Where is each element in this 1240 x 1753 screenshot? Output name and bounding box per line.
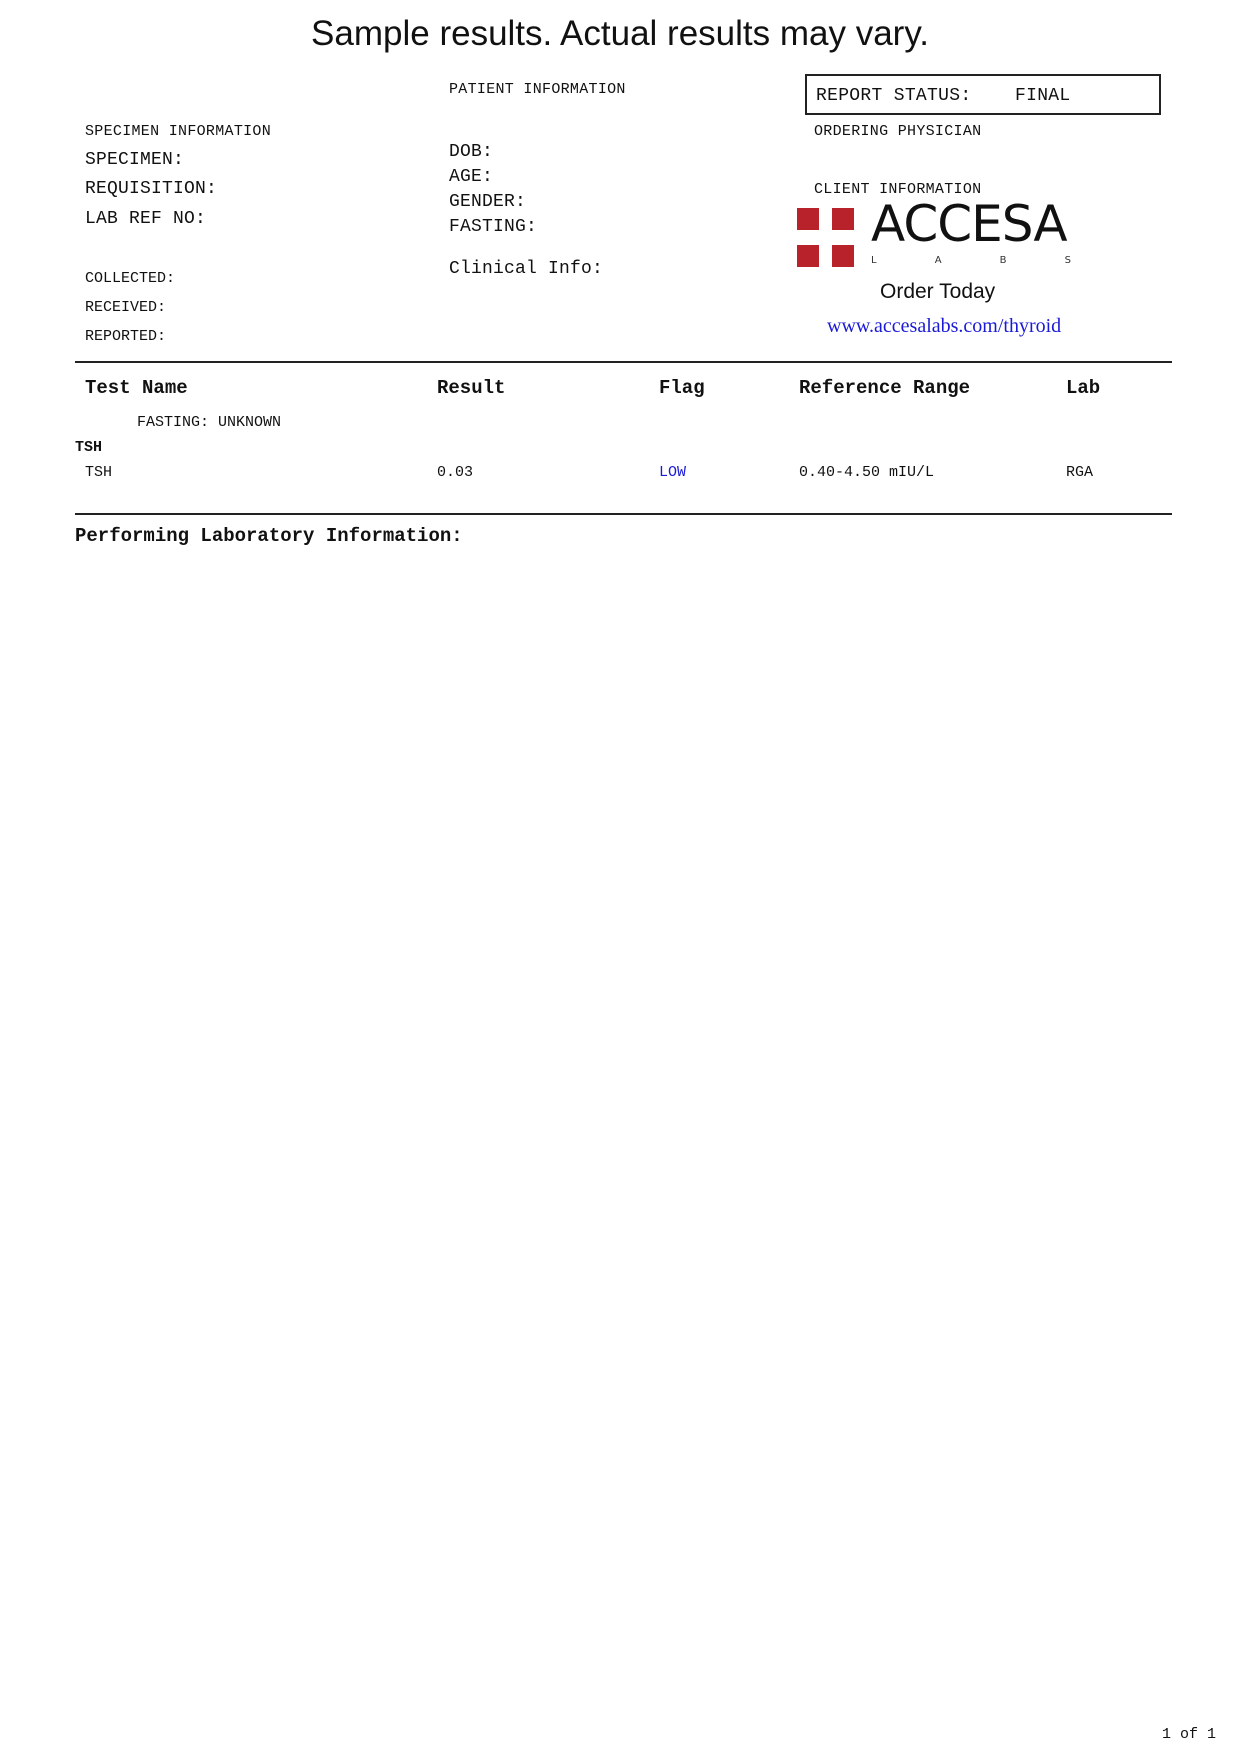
test-group-heading: TSH (75, 439, 103, 456)
gender-label: GENDER: (449, 192, 527, 212)
results-divider (75, 513, 1172, 515)
performing-lab-heading: Performing Laboratory Information: (75, 525, 463, 547)
header-divider (75, 361, 1172, 363)
report-status-value: FINAL (1015, 86, 1071, 106)
column-header-test-name: Test Name (85, 377, 188, 399)
logo-sub-letter: B (999, 255, 1007, 266)
ordering-physician-title: ORDERING PHYSICIAN (814, 123, 982, 140)
fasting-note: FASTING: UNKNOWN (137, 414, 282, 431)
cell-test-name: TSH (85, 464, 113, 481)
logo-square-icon (832, 245, 854, 267)
cell-result: 0.03 (437, 464, 474, 481)
accesa-labs-logo (797, 195, 1077, 271)
requisition-label: REQUISITION: (85, 179, 218, 199)
client-information-title: CLIENT INFORMATION (814, 181, 982, 198)
page-number: 1 of 1 (1162, 1726, 1217, 1743)
report-status-box (805, 74, 1161, 115)
logo-square-icon (832, 208, 854, 230)
collected-label: COLLECTED: (85, 270, 176, 287)
logo-wordmark: ACCESA (871, 195, 1067, 253)
lab-ref-no-label: LAB REF NO: (85, 209, 207, 229)
sample-disclaimer-banner: Sample results. Actual results may vary. (311, 14, 929, 53)
logo-sub-letter: S (1064, 255, 1071, 266)
cell-flag: LOW (659, 464, 687, 481)
order-today-text: Order Today (880, 280, 996, 303)
received-label: RECEIVED: (85, 299, 167, 316)
report-status-label: REPORT STATUS: (816, 86, 972, 106)
logo-subtitle (871, 255, 1071, 266)
column-header-flag: Flag (659, 377, 705, 399)
cell-reference-range: 0.40-4.50 mIU/L (799, 464, 935, 481)
thyroid-order-link[interactable]: www.accesalabs.com/thyroid (827, 315, 1062, 337)
column-header-reference-range: Reference Range (799, 377, 971, 399)
dob-label: DOB: (449, 142, 494, 162)
logo-sub-letter: A (934, 255, 942, 266)
logo-sub-letter: L (871, 255, 877, 266)
patient-information-title: PATIENT INFORMATION (449, 81, 626, 98)
reported-label: REPORTED: (85, 328, 167, 345)
fasting-label: FASTING: (449, 217, 538, 237)
clinical-info-label: Clinical Info: (449, 259, 604, 279)
specimen-label: SPECIMEN: (85, 150, 185, 170)
specimen-information-title: SPECIMEN INFORMATION (85, 123, 272, 140)
column-header-result: Result (437, 377, 506, 399)
column-header-lab: Lab (1066, 377, 1101, 399)
logo-square-icon (797, 208, 819, 230)
logo-square-icon (797, 245, 819, 267)
cell-lab: RGA (1066, 464, 1094, 481)
age-label: AGE: (449, 167, 494, 187)
